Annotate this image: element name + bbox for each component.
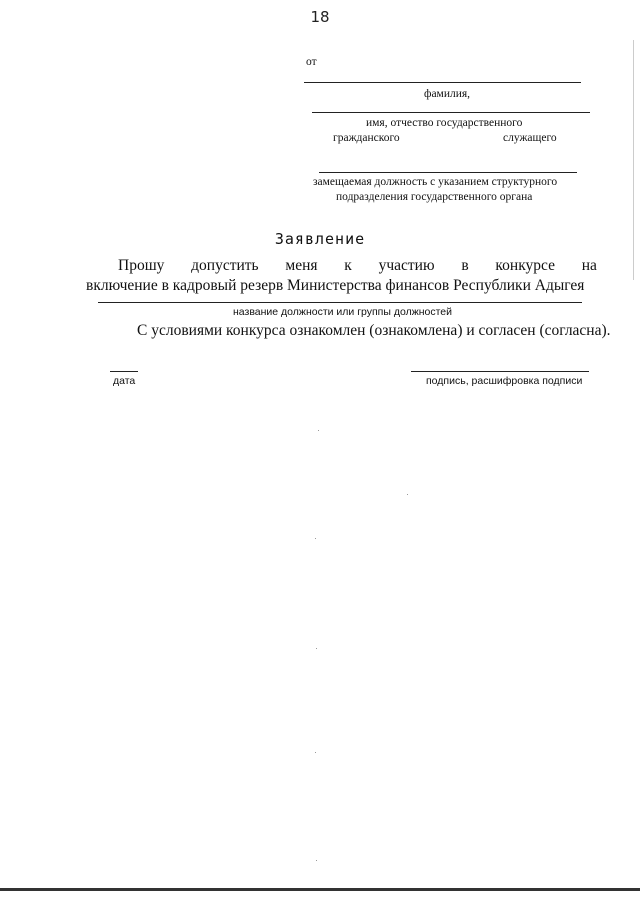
date-line (110, 371, 138, 372)
body-word: Прошу (118, 257, 165, 274)
page-number: 18 (310, 8, 330, 26)
scan-speck (407, 494, 408, 495)
signature-line (411, 371, 589, 372)
body-word: к (344, 257, 352, 274)
body-line2: включение в кадровый резерв Министерства финансов Республики Адыгея (86, 277, 585, 294)
document-title: Заявление (274, 230, 366, 248)
name-caption-line2-left: гражданского (333, 132, 400, 144)
body-word: меня (285, 257, 318, 274)
position-caption-line2: подразделения государственного органа (336, 191, 533, 203)
position-line (319, 172, 577, 173)
scan-bottom-edge (0, 888, 640, 891)
body-word: допустить (191, 257, 259, 274)
name-caption-line1: имя, отчество государственного (366, 117, 523, 129)
body-word: в (461, 257, 469, 274)
scan-speck (315, 752, 316, 753)
scan-speck (318, 430, 319, 431)
scan-speck (316, 648, 317, 649)
body-line3: С условиями конкурса ознакомлен (ознакомлена) и согласен (согласна). (137, 322, 611, 339)
position-name-line (98, 302, 582, 303)
name-caption-line2-right: служащего (503, 132, 557, 144)
surname-line (304, 82, 581, 83)
position-caption-line1: замещаемая должность с указанием структурного (313, 176, 558, 188)
scan-speck (315, 538, 316, 539)
body-word: на (581, 257, 597, 274)
position-name-caption: название должности или группы должностей (233, 306, 453, 318)
name-line (312, 112, 590, 113)
scan-speck (316, 860, 317, 861)
scan-edge (633, 40, 634, 280)
body-word: конкурсе (495, 257, 555, 274)
surname-caption: фамилия, (424, 88, 471, 100)
body-line1 (118, 257, 597, 275)
from-label: от (306, 56, 317, 68)
signature-caption: подпись, расшифровка подписи (426, 375, 583, 387)
date-caption: дата (113, 375, 136, 387)
body-word: участию (378, 257, 435, 274)
